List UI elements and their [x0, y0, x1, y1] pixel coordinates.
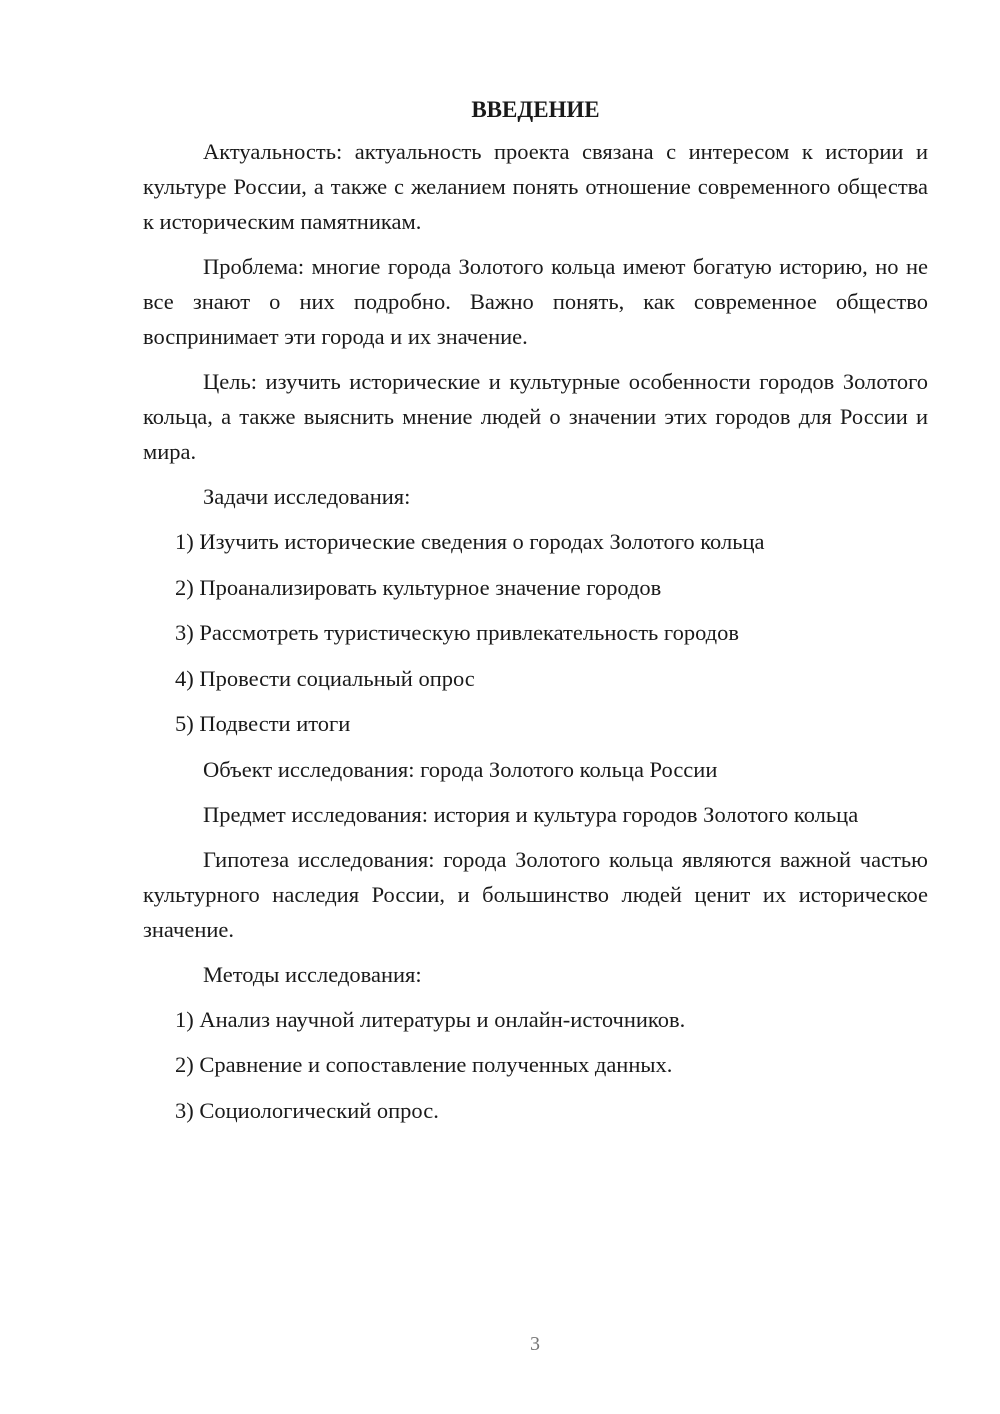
task-item: 1) Изучить исторические сведения о городах Золотого кольца	[175, 529, 765, 554]
task-item: 5) Подвести итоги	[175, 711, 351, 736]
object-paragraph: Объект исследования: города Золотого кольца России	[203, 756, 718, 782]
page-content	[143, 90, 928, 1138]
task-item: 2) Проанализировать культурное значение городов	[175, 574, 662, 600]
goal-paragraph: Цель: изучить исторические и культурные особенности городов Золотого кольца, а также выяснить мнение людей о значении этих городов для России и мира.	[143, 369, 928, 464]
hypothesis-paragraph: Гипотеза исследования: города Золотого кольца являются важной частью культурного наследия России, и большинство людей ценит их историческое значение.	[143, 846, 928, 942]
method-item: 1) Анализ научной литературы и онлайн-источников.	[175, 1006, 686, 1032]
page-number: 3	[530, 1333, 540, 1355]
actuality-paragraph: Актуальность: актуальность проекта связана с интересом к истории и культуре России, а также с желанием понять отношение современного общества к историческим памятникам.	[143, 139, 928, 234]
method-item: 3) Социологический опрос.	[175, 1097, 439, 1123]
section-heading: ВВЕДЕНИЕ	[471, 97, 600, 122]
subject-paragraph: Предмет исследования: история и культура городов Золотого кольца	[203, 801, 859, 827]
methods-title: Методы исследования:	[203, 961, 422, 987]
tasks-title: Задачи исследования:	[203, 484, 411, 509]
method-item: 2) Сравнение и сопоставление полученных данных.	[175, 1052, 673, 1077]
task-item: 4) Провести социальный опрос	[175, 665, 475, 691]
problem-paragraph: Проблема: многие города Золотого кольца имеют богатую историю, но не все знают о них подробно. Важно понять, как современное общество воспринимает эти города и их значение.	[143, 254, 928, 349]
task-item: 3) Рассмотреть туристическую привлекательность городов	[175, 620, 740, 645]
